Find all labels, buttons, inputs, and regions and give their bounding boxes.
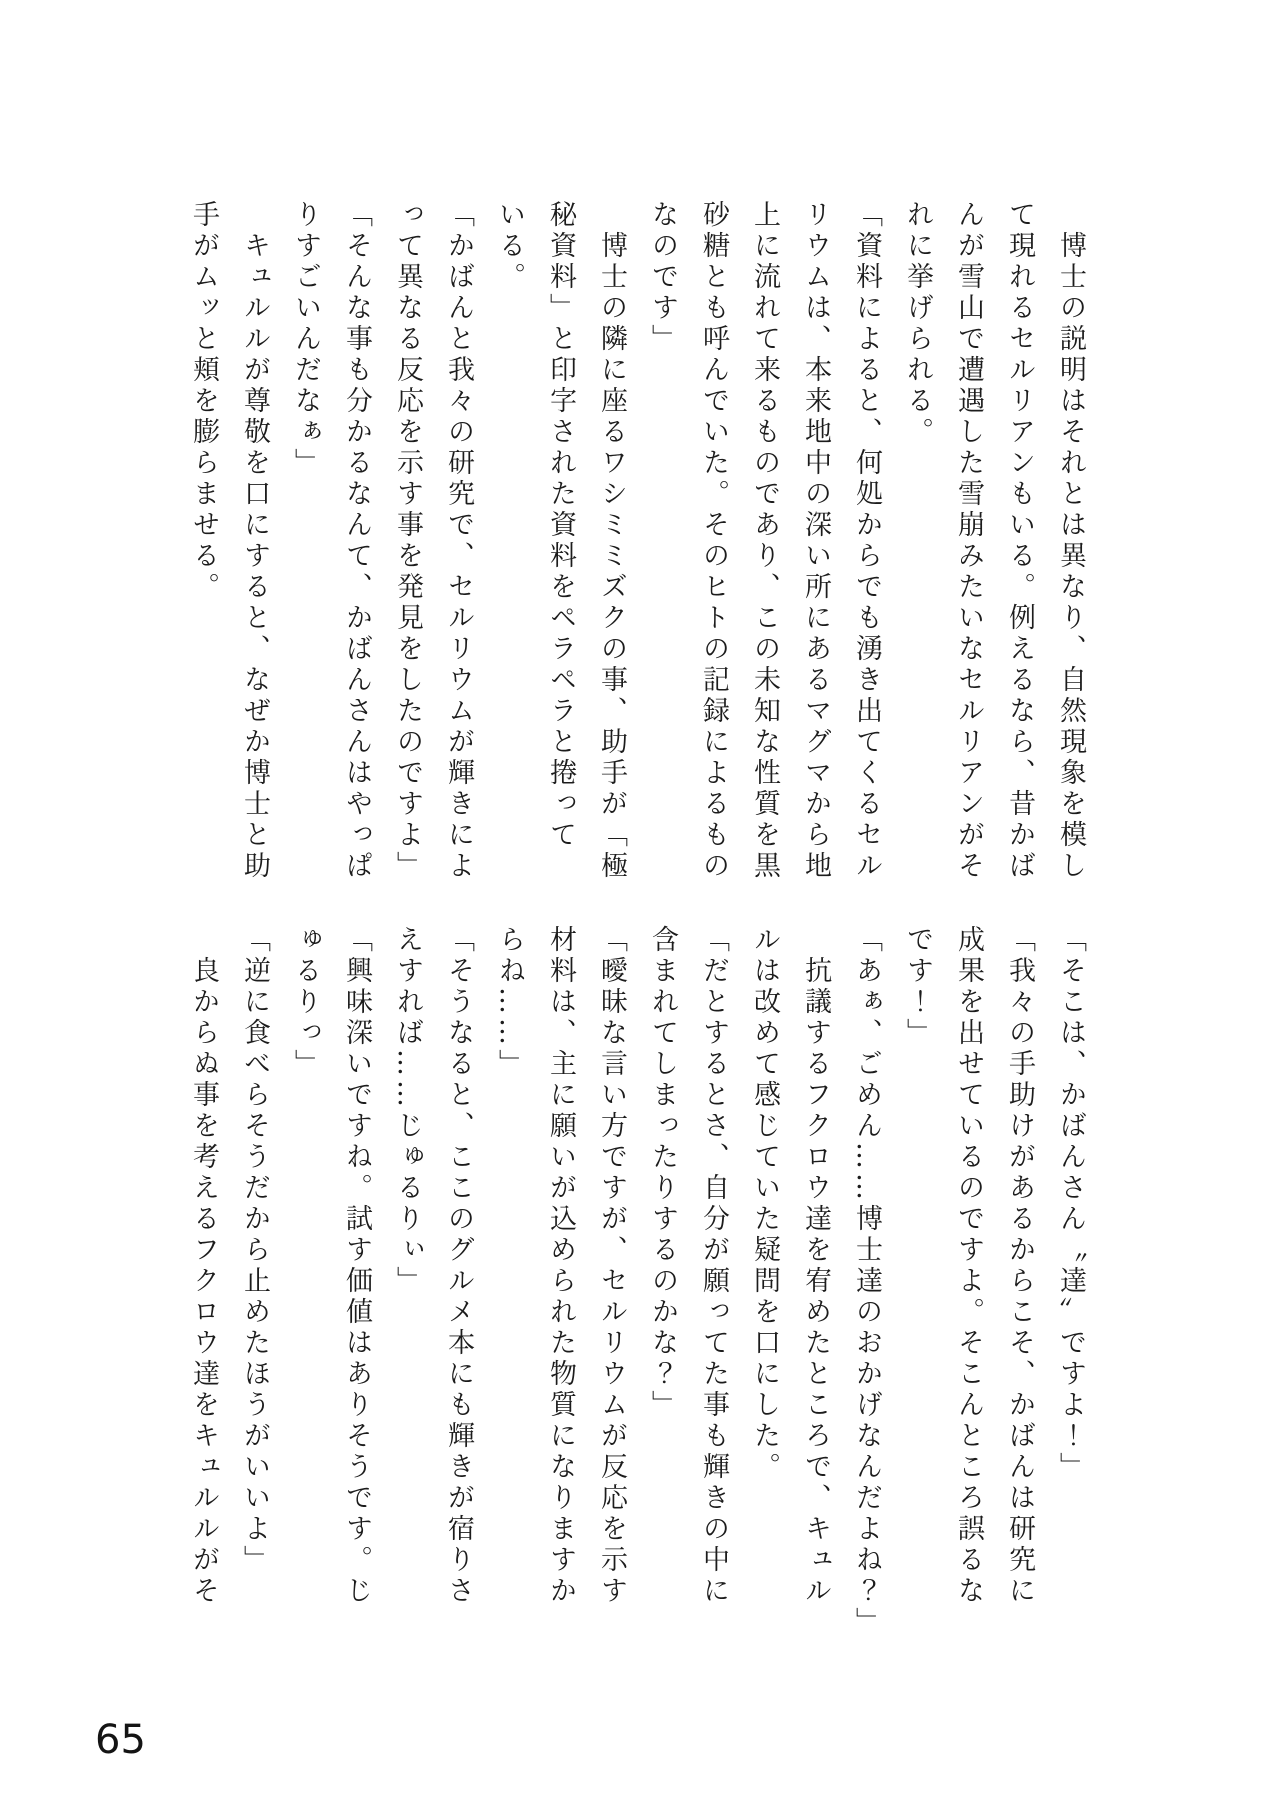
- text-line: 「逆に食べらそうだから止めたほうがいいよ」: [239, 925, 270, 1576]
- text-line: りすごいんだなぁ」: [290, 200, 321, 479]
- text-block-bottom: [178, 925, 1096, 1638]
- text-line: 博士の隣に座るワシミミズクの事、助手が「極: [596, 231, 627, 882]
- text-line: 材料は、主に願いが込められた物質になりますか: [545, 925, 576, 1607]
- text-line: 手がムッと頬を膨らませる。: [188, 200, 219, 603]
- text-line: です！」: [902, 925, 933, 1049]
- text-line: て現れるセルリアンもいる。例えるなら、昔かば: [1004, 200, 1035, 882]
- page-number: 65: [95, 1717, 146, 1763]
- text-line: リウムは、本来地中の深い所にあるマグマから地: [800, 200, 831, 882]
- text-line: 「かばんと我々の研究で、セルリウムが輝きによ: [443, 200, 474, 882]
- text-line: 「曖昧な言い方ですが、セルリウムが反応を示す: [596, 925, 627, 1607]
- text-line: キュルルが尊敬を口にすると、なぜか博士と助: [239, 231, 270, 882]
- text-line: 「そんな事も分かるなんて、かばんさんはやっぱ: [341, 200, 372, 882]
- text-line: 成果を出せているのですよ。そこんところ誤るな: [953, 925, 984, 1607]
- text-line: 「資料によると、何処からでも湧き出てくるセル: [851, 200, 882, 882]
- text-line: らね……」: [494, 925, 525, 1080]
- text-line: 上に流れて来るものであり、この未知な性質を黒: [749, 200, 780, 882]
- text-line: 「そこは、かばんさん〝達〟ですよ！」: [1055, 925, 1086, 1483]
- text-line: 「だとするとさ、自分が願ってた事も輝きの中に: [698, 925, 729, 1607]
- text-block-top: [178, 200, 1096, 882]
- text-line: なのです」: [647, 200, 678, 355]
- text-line: 博士の説明はそれとは異なり、自然現象を模し: [1055, 231, 1086, 882]
- text-line: 「そうなると、ここのグルメ本にも輝きが宿りさ: [443, 925, 474, 1607]
- text-line: って異なる反応を示す事を発見をしたのですよ」: [392, 200, 423, 882]
- text-line: 含まれてしまったりするのかな？」: [647, 925, 678, 1421]
- text-line: んが雪山で遭遇した雪崩みたいなセルリアンがそ: [953, 200, 984, 882]
- text-line: ルは改めて感じていた疑問を口にした。: [749, 925, 780, 1483]
- text-line: 抗議するフクロウ達を宥めたところで、キュル: [800, 956, 831, 1607]
- text-line: えすれば……じゅるりぃ」: [392, 925, 423, 1297]
- text-line: 砂糖とも呼んでいた。そのヒトの記録によるもの: [698, 200, 729, 882]
- text-line: 「我々の手助けがあるからこそ、かばんは研究に: [1004, 925, 1035, 1607]
- text-line: ゅるりっ」: [290, 925, 321, 1080]
- text-line: れに挙げられる。: [902, 200, 933, 448]
- text-line: いる。: [494, 200, 525, 293]
- text-line: 「興味深いですね。試す価値はありそうです。じ: [341, 925, 372, 1607]
- text-line: 良からぬ事を考えるフクロウ達をキュルルがそ: [188, 956, 219, 1607]
- text-line: 「あぁ、ごめん……博士達のおかげなんだよね？」: [851, 925, 882, 1638]
- text-line: 秘資料」と印字された資料をペラペラと捲って: [545, 200, 576, 851]
